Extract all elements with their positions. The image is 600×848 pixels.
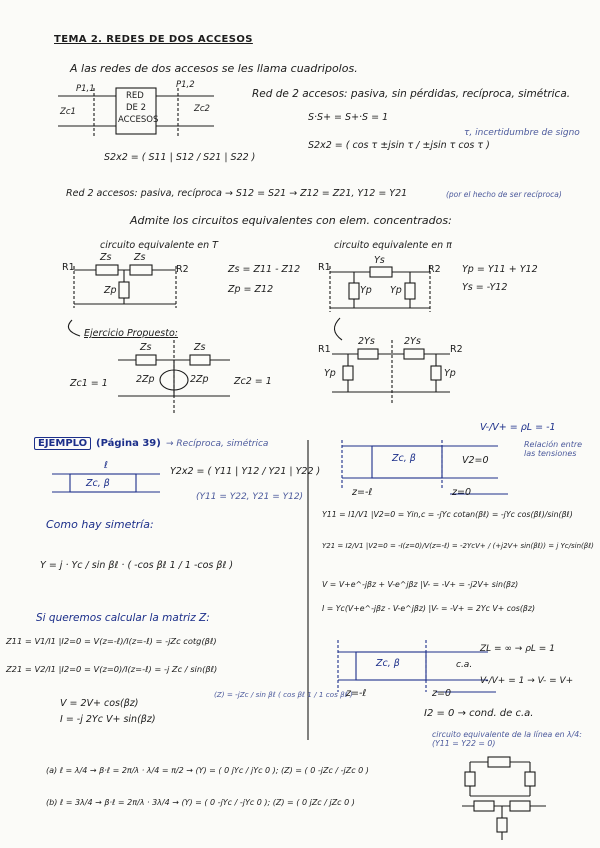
y21-eq: Y21 = I2/V1 |V2=0 = -I(z=0)/V(z=-ℓ) = -2YcV+ / (+j2V+ sin(βℓ)) = j Yc/sin(βℓ) <box>322 542 594 550</box>
case-a: (a) ℓ = λ/4 → β·ℓ = 2π/λ · λ/4 = π/2 → (Y) = ( 0 jYc / jYc 0 ); (Z) = ( 0 -jZc / -jZc 0 ) <box>46 766 369 775</box>
intro-text: A las redes de dos accesos se les llama cuadripolos. <box>70 62 358 75</box>
pi-eq1: Yp = Y11 + Y12 <box>462 264 538 275</box>
panel2-line-label: Zc, β <box>376 658 400 669</box>
prop-zp-1: 2Zp <box>136 374 155 385</box>
s-lossless-matrix: S2x2 = ( cos τ ±jsin τ / ±jsin τ cos τ ) <box>308 140 490 151</box>
i-eq: I = -j 2Yc V+ sin(βz) <box>60 714 156 725</box>
t-zs-2: Zs <box>134 252 146 263</box>
ca-label: c.a. <box>456 660 473 670</box>
reciprocal-line: Red 2 accesos: pasiva, recíproca → S12 = S21 → Z12 = Z21, Y12 = Y21 <box>66 188 408 199</box>
relation-eq: V-/V+ = ρL = -1 <box>480 422 556 433</box>
v-eq: V = 2V+ cos(βz) <box>60 698 139 709</box>
y-result: Y = j · Yc / sin βℓ · ( -cos βℓ 1 / 1 -cos βℓ ) <box>40 560 234 571</box>
uncertainty-note: τ, incertidumbre de signo <box>464 128 580 138</box>
i-general: I = Yc(V+e^-jβz - V-e^jβz) |V- = -V+ = 2Yc V+ cos(βz) <box>322 604 535 613</box>
example-length: ℓ <box>104 460 108 471</box>
symmetry-text: Como hay simetría: <box>46 518 154 531</box>
pi-circuit-title: circuito equivalente en π <box>334 240 452 251</box>
panel-v2: V2=0 <box>462 455 489 466</box>
prop-pi-ys-2: 2Ys <box>404 336 421 347</box>
prop-pi-ys-1: 2Ys <box>358 336 375 347</box>
z-intro: Si queremos calcular la matriz Z: <box>36 612 210 624</box>
example-desc: → Recíproca, simétrica <box>166 439 269 449</box>
i2-cond: I2 = 0 → cond. de c.a. <box>424 708 534 719</box>
panel-z-minus-l: z=-ℓ <box>352 487 373 498</box>
prop-zc1: Zc1 = 1 <box>70 378 108 389</box>
proposed-exercise: Ejercicio Propuesto: <box>84 328 178 339</box>
panel2-z-minus-l: z=-ℓ <box>346 688 367 699</box>
zl-eq: ZL = ∞ → ρL = 1 <box>480 644 555 654</box>
panel-line-label: Zc, β <box>392 453 416 464</box>
z21-eq: Z21 = V2/I1 |I2=0 = V(z=0)/I(z=-ℓ) = -j Zc / sin(βℓ) <box>6 664 218 674</box>
example-page: (Página 39) <box>96 438 161 449</box>
block-line-3: ACCESOS <box>118 115 159 125</box>
pi-yp-2: Yp <box>390 285 402 296</box>
zc2-label: Zc2 <box>194 104 210 114</box>
t-eq1: Zs = Z11 - Z12 <box>228 264 301 275</box>
unitary-condition: S·S+ = S+·S = 1 <box>308 112 389 123</box>
t-circuit-title: circuito equivalente en T <box>100 240 218 251</box>
prop-pi-r2: R2 <box>450 344 463 355</box>
pi-eq2: Ys = -Y12 <box>462 282 508 293</box>
t-eq2: Zp = Z12 <box>228 284 274 295</box>
prop-pi-yp-1: Yp <box>324 368 336 379</box>
prop-zc2: Zc2 = 1 <box>234 376 272 387</box>
v-general: V = V+e^-jβz + V-e^jβz |V- = -V+ = -j2V+ sin(βz) <box>322 580 519 589</box>
prop-zs-1: Zs <box>140 342 152 353</box>
page-title: TEMA 2. REDES DE DOS ACCESOS <box>54 34 253 45</box>
z11-eq: Z11 = V1/I1 |I2=0 = V(z=-ℓ)/I(z=-ℓ) = -jZc cotg(βℓ) <box>6 636 217 646</box>
t-r1: R1 <box>62 262 75 273</box>
relation-note: Relación entre las tensiones <box>524 440 583 458</box>
prop-zs-2: Zs <box>194 342 206 353</box>
example-y-note: (Y11 = Y22, Y21 = Y12) <box>196 492 304 502</box>
prop-pi-r1: R1 <box>318 344 331 355</box>
port-2-label: P1,2 <box>176 80 195 90</box>
reciprocal-note: (por el hecho de ser recíproca) <box>446 190 562 199</box>
port-1-label: P1,1 <box>76 84 95 94</box>
panel2-z0: z=0 <box>432 688 451 699</box>
t-zp: Zp <box>104 285 117 296</box>
example-y-matrix: Y2x2 = ( Y11 | Y12 / Y21 | Y22 ) <box>170 466 321 477</box>
prop-zp-2: 2Zp <box>190 374 209 385</box>
t-r2: R2 <box>176 264 189 275</box>
block-line-1: RED <box>126 91 144 101</box>
prop-pi-yp-2: Yp <box>444 368 456 379</box>
pi-yp-1: Yp <box>360 285 372 296</box>
pi-r2: R2 <box>428 264 441 275</box>
zc1-label: Zc1 <box>60 107 76 117</box>
s-matrix: S2x2 = ( S11 | S12 / S21 | S22 ) <box>104 152 256 163</box>
z-matrix-note: (Z) = -jZc / sin βℓ ( cos βℓ 1 / 1 cos βℓ ) <box>214 690 353 699</box>
example-label: EJEMPLO <box>34 437 91 450</box>
admits-text: Admite los circuitos equivalentes con elem. concentrados: <box>130 214 452 227</box>
pi-ys: Ys <box>374 255 385 266</box>
pi-r1: R1 <box>318 262 331 273</box>
y11-eq: Y11 = I1/V1 |V2=0 = Yin,c = -jYc cotan(βℓ) = -jYc cos(βℓ)/sin(βℓ) <box>322 510 573 519</box>
example-line-label: Zc, β <box>86 478 110 489</box>
case-b: (b) ℓ = 3λ/4 → β·ℓ = 2π/λ · 3λ/4 → (Y) = ( 0 -jYc / -jYc 0 ); (Z) = ( 0 jZc / jZc 0 ) <box>46 798 355 807</box>
vminus-eq: V-/V+ = 1 → V- = V+ <box>480 676 574 686</box>
two-port-properties: Red de 2 accesos: pasiva, sin pérdidas, recíproca, simétrica. <box>252 88 571 100</box>
block-line-2: DE 2 <box>126 103 147 113</box>
equiv-note: circuito equivalente de la línea en λ/4: (Y11 = Y22 = 0) <box>432 730 582 748</box>
panel-z0: z=0 <box>452 487 471 498</box>
t-zs-1: Zs <box>100 252 112 263</box>
